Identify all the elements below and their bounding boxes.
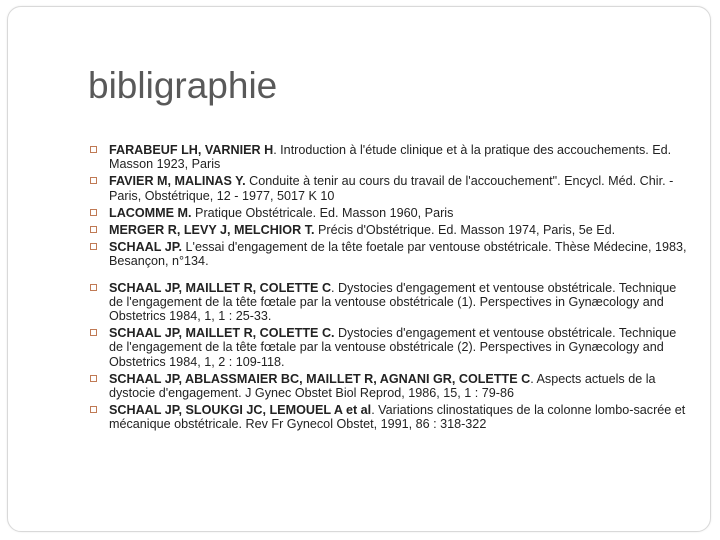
page-title: bibligraphie (88, 65, 278, 106)
square-bullet-icon (90, 375, 97, 382)
reference-item (90, 403, 690, 431)
reference-item (90, 240, 690, 268)
reference-authors: MERGER R, LEVY J, MELCHIOR T. (109, 223, 315, 238)
square-bullet-icon (90, 146, 97, 153)
reference-text: Précis d'Obstétrique. Ed. Masson 1974, Paris, 5e Ed. (314, 223, 616, 238)
square-bullet-icon (90, 209, 97, 216)
square-bullet-icon (90, 284, 97, 291)
reference-text: . Dystocies d'engagement et ventouse obstétricale. Technique de l'engagement de la tête fœtale par la ventouse obstétricale (1). Perspectives in Gynæcology and Obstetrics 1984, 1, 1 : 25-33. (109, 280, 677, 324)
reference-authors: SCHAAL JP, ABLASSMAIER BC, MAILLET R, AGNANI GR, COLETTE C (109, 371, 531, 386)
reference-item (90, 372, 690, 400)
reference-text: L'essai d'engagement de la tête foetale par ventouse obstétricale. Thèse Médecine, 1983, Besançon, n°134. (109, 240, 687, 269)
reference-text: Dystocies d'engagement et ventouse obstétricale. Technique de l'engagement de la tête fœtale par la ventouse obstétricale (2). Perspectives in Gynæcology and Obstetrics 1984, 1, 2 : 109-118. (109, 326, 677, 369)
reference-item (90, 223, 690, 237)
reference-text: . Introduction à l'étude clinique et à la pratique des accouchements. Ed. Masson 1923, Paris (109, 143, 672, 172)
reference-authors: FAVIER M, MALINAS Y. (109, 174, 246, 189)
reference-item (90, 326, 690, 369)
reference-item (90, 281, 690, 324)
reference-text: . Variations clinostatiques de la colonne lombo-sacrée et mécanique obstétricale. Rev Fr Gynecol Obstet, 1991, 86 : 318-322 (109, 403, 686, 432)
square-bullet-icon (90, 243, 97, 250)
square-bullet-icon (90, 177, 97, 184)
reference-authors: SCHAAL JP. (109, 240, 183, 255)
reference-authors: SCHAAL JP, SLOUKGI JC, LEMOUEL A et al (109, 403, 372, 418)
square-bullet-icon (90, 406, 97, 413)
reference-authors: FARABEUF LH, VARNIER H (109, 143, 274, 157)
slide (7, 6, 711, 532)
reference-item (90, 174, 690, 202)
square-bullet-icon (90, 329, 97, 336)
reference-authors: SCHAAL JP, MAILLET R, COLETTE C. (109, 326, 335, 341)
reference-text: . Aspects actuels de la dystocie d'engagement. J Gynec Obstet Biol Reprod, 1986, 15, 1 : 79-86 (109, 371, 656, 401)
reference-text: Conduite à tenir au cours du travail de l'accouchement". Encycl. Méd. Chir. - Paris, Obstétrique, 12 - 1977, 5017 K 10 (109, 174, 674, 203)
reference-item (90, 143, 690, 171)
reference-item (90, 206, 690, 220)
reference-authors: LACOMME M. (109, 205, 192, 220)
reference-list (90, 143, 690, 435)
square-bullet-icon (90, 226, 97, 233)
reference-text: Pratique Obstétricale. Ed. Masson 1960, Paris (191, 205, 454, 220)
reference-authors: SCHAAL JP, MAILLET R, COLETTE C (109, 280, 332, 295)
